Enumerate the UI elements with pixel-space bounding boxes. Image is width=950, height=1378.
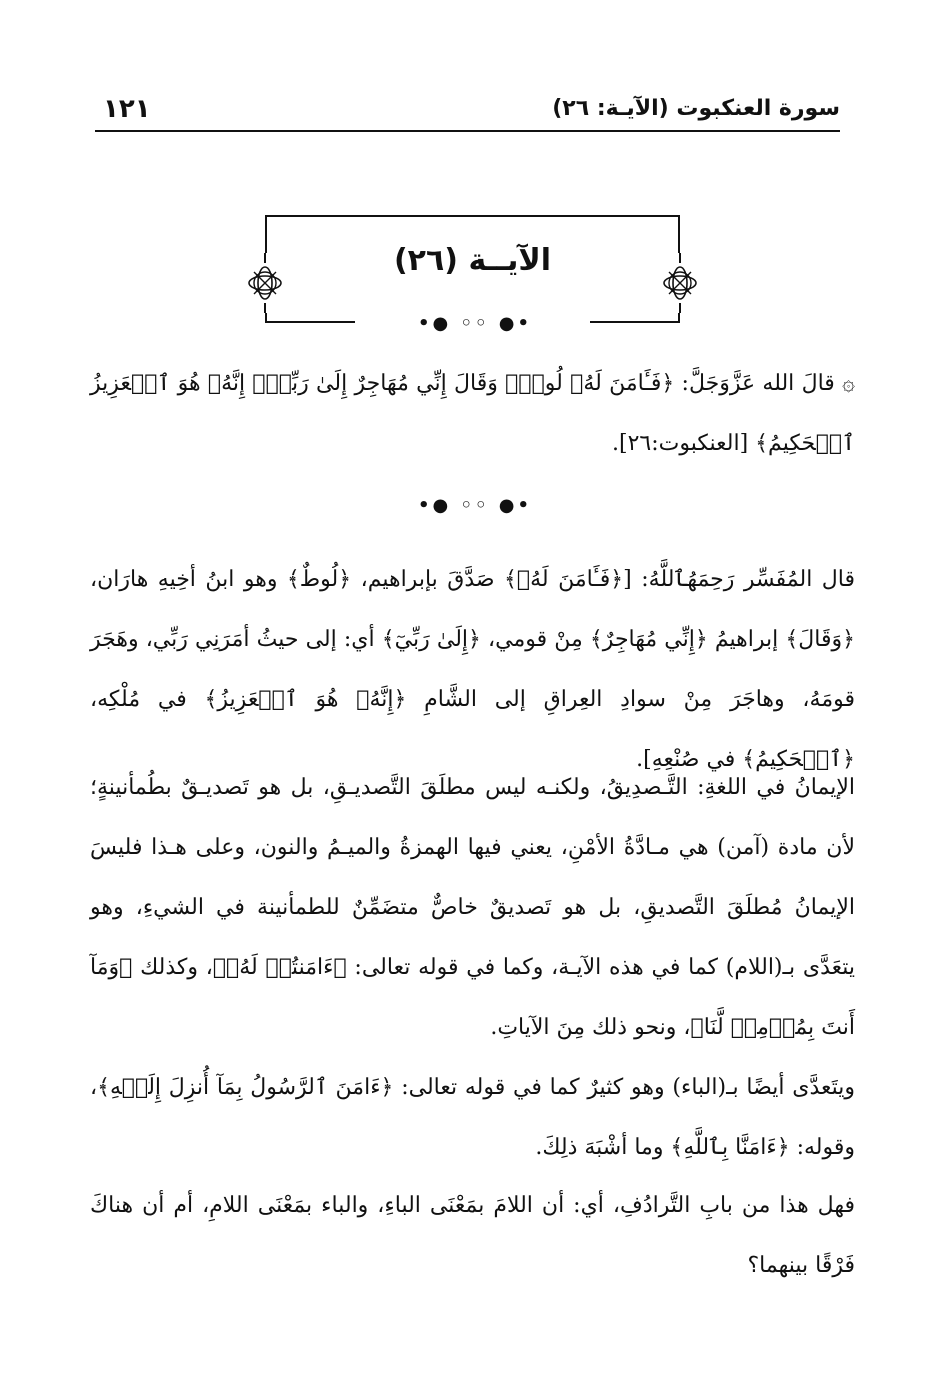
frame-line	[265, 215, 680, 217]
section-divider: •● ◦◦ ●•	[418, 495, 532, 516]
header-title: سورة العنكبوت (الآيـة: ٢٦)	[552, 96, 840, 121]
verse-paragraph	[90, 354, 855, 474]
page-number: ١٢١	[103, 94, 151, 124]
commentary-paragraph	[90, 1058, 855, 1178]
verse-text: ۞ قالَ الله عَزَّوَجَلَّ: ﴿فَـَٔامَنَ لَهُۥ لُوطٌۘ وَقَالَ إِنِّي مُهَاجِرٌ إِلَىٰ رَبِّيٓۖ إِنَّهُۥ هُوَ ٱلۡعَزِيزُ ٱلۡحَكِيمُ﴾ [العنكبوت:٢٦].	[90, 371, 855, 456]
paragraph-text: الإيمانُ في اللغةِ: التَّـصدِيقُ، ولكنـه ليس مطلَقَ التَّصديـقِ، بل هو تَصديـقٌ بطُمأنينةٍ؛ لأن مادة (آمن) هي مـادَّةُ الأمْنِ، يعني فيها الهمزةُ والميـمُ والنون، وعلى هـذا فليسَ الإيمانُ مُطلَقَ التَّصديقِ، بل هو تَصديقٌ خاصٌّ متضَمِّنٌ للطمأنينة في الشيءِ، وهو يتعَدَّى بـ(اللام) كما في هذه الآيـة، وكما في قوله تعالى: ﴿ءَامَنتُمۡ لَهُۥ﴾، وكذلك ﴿وَمَآ أَنتَ بِمُؤۡمِنٖ لَّنَا﴾، ونحو ذلك مِنَ الآياتِ.	[90, 775, 855, 1040]
paragraph-text: فهل هذا من بابِ التَّرادُفِ، أي: أن اللامَ بمَعْنَى الباءِ، والباء بمَعْنَى اللامِ، أم أن هناكَ فَرْقًا بينهما؟	[90, 1193, 855, 1278]
paragraph-text: ويتَعدَّى أيضًا بـ(الباء) وهو كثيرٌ كما في قوله تعالى: ﴿ءَامَنَ ٱلرَّسُولُ بِمَآ أُنزِلَ إِلَيۡهِ﴾، وقوله: ﴿ءَامَنَّا بِٱللَّهِ﴾ وما أشْبَهَ ذلِكَ.	[90, 1075, 855, 1160]
commentary-paragraph	[90, 1176, 855, 1296]
commentary-paragraph	[90, 550, 855, 790]
section-divider: •● ◦◦ ●•	[418, 313, 532, 334]
ayah-title-frame	[265, 215, 680, 327]
paragraph-text: قال المُفَسِّر رَحِمَهُٱللَّهُ: [﴿فَـَٔامَنَ لَهُۥ﴾ صَدَّقَ بإبراهيم، ﴿لُوطٌ﴾ وهو ابنُ أخِيهِ هارَان، ﴿وَقَالَ﴾ إبراهيمُ ﴿إِنِّي مُهَاجِرٌ﴾ مِنْ قومي، ﴿إِلَىٰ رَبِّيٓ﴾ أي: إلى حيثُ أمَرَنِي رَبِّي، وهَجَرَ قومَهُ، وهاجَرَ مِنْ سوادِ العِراقِ إلى الشَّامِ ﴿إِنَّهُۥ هُوَ ٱلۡعَزِيزُ﴾ في مُلْكِه، ﴿ٱلۡحَكِيمُ﴾ في صُنْعِهِ].	[90, 567, 855, 772]
running-header	[95, 92, 840, 132]
commentary-paragraph	[90, 758, 855, 1058]
ayah-title: الآيــة (٢٦)	[393, 243, 552, 278]
